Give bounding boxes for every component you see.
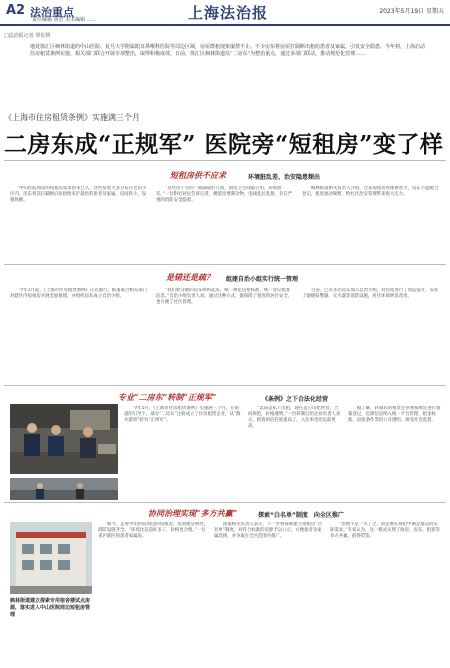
section-2-column-1: [10, 288, 148, 384]
news-photo-officers: [10, 404, 118, 474]
section-3-title: 专业“二房东”转制“正规军”: [118, 392, 217, 402]
section-1-subtitle: 环境脏乱差、治安隐患频出: [248, 174, 321, 181]
paragraph: 街道相关负责人表示，下一步将探索建立短租房“白名单”制度，对符合标准的房源予以公示，方便患者及家属选择，并争取在全区范围内推广。: [214, 522, 322, 539]
section-3-subtitle: 《条例》之下合法化经营: [262, 396, 329, 403]
paragraph: 今年3月起，《上海市住房租赁条例》正式施行。街道联合相关部门对辖区内短租房开展全面排摸，并组织房东成立自治小组。: [10, 288, 147, 299]
article-headline: 二房东成“正规军” 医院旁“短租房”变了样: [4, 131, 444, 158]
article-kicker: 《上海市住房租赁条例》实施满三个月: [4, 113, 140, 122]
section-4-column-3: [330, 522, 442, 664]
editor-signature: [420, 656, 425, 663]
divider: [4, 160, 446, 161]
divider: [4, 264, 446, 265]
paragraph: 枫林街道相关负责人介绍，过去短租房管理难度大，房东不愿配合登记，租客流动频繁，给社区治安管理带来很大压力。: [302, 186, 439, 197]
section-1-column-1: [10, 186, 148, 264]
newspaper-masthead: 上海法治报: [188, 4, 269, 22]
section-3-column-2: [248, 406, 342, 498]
section-4-subtitle: 探索“白名单”制度 向全区推广: [258, 512, 344, 519]
section-1-column-2: [156, 186, 294, 264]
section-title: 法治重点: [30, 6, 74, 19]
paragraph: “以前是私下出租，现在是公司化经营，合同规范，价格透明。”一位转制后的企业负责人表示，租客的信任度提高了，入住率也比以前更高。: [248, 406, 341, 429]
paragraph: “这些房子有的一间隔成好几间，厨房卫生间都公用，环境很差。”一位附近居民告诉记者，楼道里堆满杂物，电线乱拉乱接，存在严重的消防安全隐患。: [156, 186, 293, 203]
photo-illustration: [10, 404, 118, 474]
paragraph: 中山医院周边的短租房需求由来已久。这些房屋大多分布在老旧小区内，房东将其打隔断后短租给来沪就医的患者及家属，房间狭小、设施简陋。: [10, 186, 147, 203]
photo-illustration: [10, 478, 118, 500]
section-3-column-3: [348, 406, 442, 498]
section-2-column-3: [302, 288, 442, 384]
paragraph: “我们把分散的房东组织起来，统一规范房屋标准，统一登记租客信息。”自治小组负责人说，通过这种方式，既保障了租客的居住安全，也方便了社区管理。: [156, 288, 293, 305]
section-1-title: 短租房供不应求: [170, 170, 226, 180]
news-photo-building: [10, 522, 92, 594]
section-4-column-1: [98, 522, 208, 664]
page-number: A2: [6, 3, 26, 18]
photo-caption: 枫林街道建立探索专用宿舍楼试点房源，落实进入中山医院周边短租房管理: [10, 598, 91, 618]
section-2-column-2: [156, 288, 294, 384]
news-photo-inspection: [10, 478, 118, 500]
paragraph: 今年5月，《上海市住房租赁条例》实施满三个月。在街道的引导下，部分“二房东”注册成立了住房租赁企业，从“散兵游勇”转为“正规军”。: [124, 406, 241, 423]
lead-paragraph: 地处徐汇区枫林街道的中山医院、复旦大学附属眼耳鼻喉科医院等周边区域，房屋群租现象屡禁不止。不少房东将房屋打隔断出租给患者及家属，引发安全隐患。今年初，上海启动住房租赁条例实施，相关部门联合开展专项整治，取得积极成效。日前，徐汇区枫林街道以“二房东”为整治重点，通过多部门联动，推动规范化管理……: [30, 44, 426, 57]
divider: [4, 502, 446, 503]
paragraph: “治理不是一关了之，而是要在规范中满足群众的实际需求。”专家认为，这一模式实现了政府、房东、租客等多方共赢，值得借鉴。: [330, 522, 440, 539]
section-4-title: 协同治理实现“多方共赢”: [148, 508, 238, 518]
paragraph: 目前，已有多名房东加入自治小组，对房屋进行了改造提升，安装了烟感报警器、灭火器等消防设施，居住环境明显改善。: [302, 288, 439, 299]
paragraph: 据了解，转制后的租赁企业须按规定进行备案登记，房源信息纳入统一平台管理，租金标准、房屋条件等均公开透明，接受社会监督。: [348, 406, 441, 423]
section-4-column-2: [214, 522, 324, 664]
page-header: [0, 0, 450, 26]
issue-date: 2023年5月19日 星期五: [379, 8, 444, 15]
section-2-title: 是错还是疏？: [166, 272, 214, 282]
section-2-subtitle: 组建自治小组实行统一管理: [226, 276, 299, 283]
byline: □法治报记者 覃佐媛: [4, 33, 51, 39]
section-1-column-3: [302, 186, 442, 264]
section-3-column-1: [124, 406, 242, 498]
photo-illustration: [10, 522, 92, 594]
paragraph: 如今，走进中山医院周边的短租房，房间整洁明亮，消防设施齐全。“环境比以前好多了，价格也合理。”一位来沪就医的患者家属说。: [98, 522, 208, 539]
editor-line: 责任编辑 黄浩 美术编辑 ……: [32, 17, 97, 23]
divider: [4, 385, 446, 386]
